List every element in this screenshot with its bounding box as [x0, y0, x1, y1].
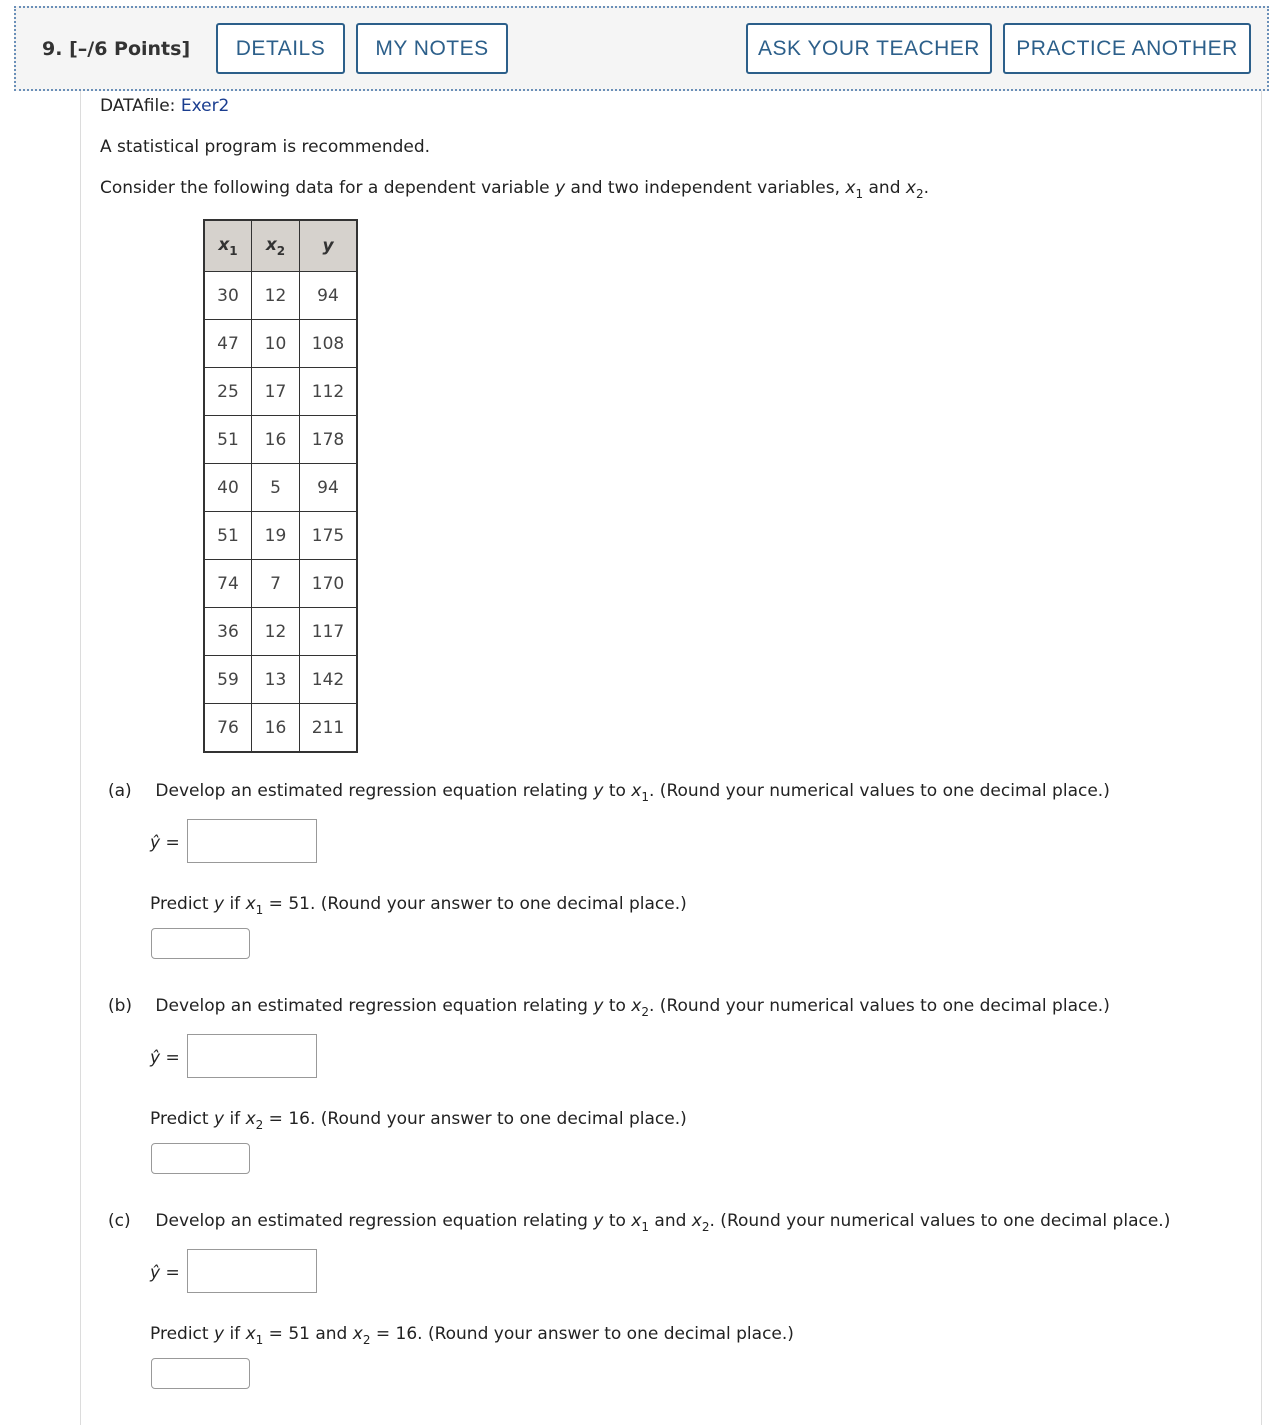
predict-instructions: = 16. (Round your answer to one decimal place.): [268, 1109, 687, 1129]
var-y: y: [213, 1109, 225, 1129]
predict-mid: = 51 and: [268, 1324, 348, 1344]
cell-x1: 74: [204, 560, 252, 608]
table-row: [204, 560, 357, 608]
intro-text: [100, 177, 929, 205]
part-a-equation-input[interactable]: [187, 819, 317, 863]
part-b-equation-input[interactable]: [187, 1034, 317, 1078]
part-a-text: Develop an estimated regression equation relating: [155, 781, 588, 801]
header-x2-var: x: [265, 234, 277, 255]
cell-y: 108: [300, 320, 358, 368]
cell-x2: 16: [252, 416, 300, 464]
part-a-label: (a): [108, 781, 132, 801]
cell-y: 211: [300, 704, 358, 753]
datafile-line: [100, 95, 229, 117]
cell-x2: 7: [252, 560, 300, 608]
part-c-label: (c): [108, 1211, 131, 1231]
var-x1: x: [845, 178, 856, 198]
var-y: y: [213, 1324, 225, 1344]
part-c-instructions: . (Round your numerical values to one decimal place.): [709, 1211, 1171, 1231]
predict-if: if: [229, 1109, 241, 1129]
part-c-prediction-input[interactable]: [151, 1358, 250, 1389]
var-x2: x: [905, 178, 916, 198]
sub-1: 1: [641, 790, 649, 804]
part-b-question: [108, 995, 1110, 1023]
var-x1: x: [245, 1324, 256, 1344]
cell-x2: 12: [252, 608, 300, 656]
table-row: [204, 656, 357, 704]
sub-2: 2: [362, 1333, 371, 1347]
question-body: [80, 91, 1262, 1425]
part-b-prediction-input[interactable]: [151, 1143, 250, 1174]
header-x1-var: x: [218, 234, 230, 255]
var-x1: x: [631, 781, 642, 801]
predict-if: if: [229, 1324, 241, 1344]
var-x2: x: [691, 1211, 702, 1231]
header-x1-sub: 1: [229, 243, 238, 258]
table-row: [204, 320, 357, 368]
part-c-yhat-label: ŷ =: [150, 1263, 180, 1283]
var-x2: x: [631, 996, 642, 1016]
question-number-value: 9.: [42, 38, 63, 60]
cell-x1: 25: [204, 368, 252, 416]
sub-1: 1: [255, 903, 264, 917]
question-header: [14, 6, 1269, 91]
cell-x2: 5: [252, 464, 300, 512]
ask-your-teacher-button[interactable]: ASK YOUR TEACHER: [746, 23, 992, 74]
cell-y: 142: [300, 656, 358, 704]
part-a-question: [108, 780, 1110, 808]
cell-y: 94: [300, 272, 358, 320]
intro-mid: and two independent variables,: [570, 178, 840, 198]
table-row: [204, 704, 357, 753]
var-x1: x: [631, 1211, 642, 1231]
details-button[interactable]: DETAILS: [216, 23, 345, 74]
sub-1: 1: [855, 187, 864, 201]
part-a-predict-text: [150, 893, 687, 921]
var-x1: x: [245, 894, 256, 914]
cell-x1: 30: [204, 272, 252, 320]
cell-x2: 19: [252, 512, 300, 560]
table-row: [204, 368, 357, 416]
sub-1: 1: [255, 1333, 264, 1347]
var-y: y: [555, 178, 566, 198]
cell-x1: 36: [204, 608, 252, 656]
cell-y: 170: [300, 560, 358, 608]
intro-lead: Consider the following data for a dependent variable: [100, 178, 550, 198]
table-row: [204, 608, 357, 656]
predict-instructions: = 51. (Round your answer to one decimal place.): [268, 894, 687, 914]
cell-x2: 16: [252, 704, 300, 753]
part-c-equation-input[interactable]: [187, 1249, 317, 1293]
table-header-row: [204, 220, 357, 272]
predict-label: Predict: [150, 1109, 209, 1129]
predict-instructions: = 16. (Round your answer to one decimal place.): [375, 1324, 794, 1344]
cell-x1: 51: [204, 512, 252, 560]
part-b-predict-text: [150, 1108, 687, 1136]
cell-x2: 17: [252, 368, 300, 416]
part-c-text: Develop an estimated regression equation relating: [155, 1211, 588, 1231]
my-notes-button[interactable]: MY NOTES: [356, 23, 508, 74]
datafile-link[interactable]: Exer2: [180, 96, 230, 116]
cell-x1: 51: [204, 416, 252, 464]
table-row: [204, 512, 357, 560]
practice-another-button[interactable]: PRACTICE ANOTHER: [1003, 23, 1251, 74]
var-y: y: [593, 1211, 604, 1231]
part-c-and: and: [654, 1211, 687, 1231]
cell-y: 117: [300, 608, 358, 656]
question-number: [42, 38, 190, 60]
table-row: [204, 272, 357, 320]
predict-label: Predict: [150, 1324, 209, 1344]
sub-1: 1: [641, 1220, 649, 1234]
cell-y: 175: [300, 512, 358, 560]
intro-end: .: [923, 178, 930, 198]
cell-x2: 13: [252, 656, 300, 704]
var-y: y: [213, 894, 225, 914]
var-y: y: [593, 781, 604, 801]
var-x2: x: [245, 1109, 256, 1129]
cell-x1: 59: [204, 656, 252, 704]
part-b-instructions: . (Round your numerical values to one decimal place.): [649, 996, 1110, 1016]
header-x2-sub: 2: [276, 243, 286, 258]
cell-y: 94: [300, 464, 358, 512]
table-row: [204, 464, 357, 512]
part-b-text: Develop an estimated regression equation relating: [155, 996, 588, 1016]
table-row: [204, 416, 357, 464]
cell-x1: 47: [204, 320, 252, 368]
cell-x2: 12: [252, 272, 300, 320]
header-x2: [252, 220, 300, 272]
cell-x1: 40: [204, 464, 252, 512]
sub-2: 2: [641, 1005, 649, 1019]
part-b-label: (b): [108, 996, 133, 1016]
part-c-question: [108, 1210, 1170, 1238]
cell-x2: 10: [252, 320, 300, 368]
part-b-to: to: [608, 996, 626, 1016]
part-a-to: to: [608, 781, 626, 801]
cell-y: 178: [300, 416, 358, 464]
cell-y: 112: [300, 368, 358, 416]
datafile-label: DATAfile:: [100, 96, 176, 116]
header-x1: [204, 220, 252, 272]
part-a-prediction-input[interactable]: [151, 928, 250, 959]
var-x2: x: [352, 1324, 363, 1344]
part-a-instructions: . (Round your numerical values to one decimal place.): [649, 781, 1110, 801]
cell-x1: 76: [204, 704, 252, 753]
data-table: [203, 219, 358, 753]
part-b-yhat-label: ŷ =: [150, 1048, 180, 1068]
part-a-yhat-label: ŷ =: [150, 833, 180, 853]
predict-if: if: [229, 894, 241, 914]
sub-2: 2: [701, 1220, 710, 1234]
part-c-predict-text: [150, 1323, 794, 1351]
header-y: y: [300, 220, 358, 272]
intro-and: and: [868, 178, 901, 198]
recommend-text: A statistical program is recommended.: [100, 137, 431, 157]
sub-2: 2: [915, 187, 924, 201]
points-label: [–/6 Points]: [69, 38, 191, 60]
sub-2: 2: [255, 1118, 264, 1132]
var-y: y: [593, 996, 604, 1016]
predict-label: Predict: [150, 894, 209, 914]
part-c-to: to: [608, 1211, 626, 1231]
